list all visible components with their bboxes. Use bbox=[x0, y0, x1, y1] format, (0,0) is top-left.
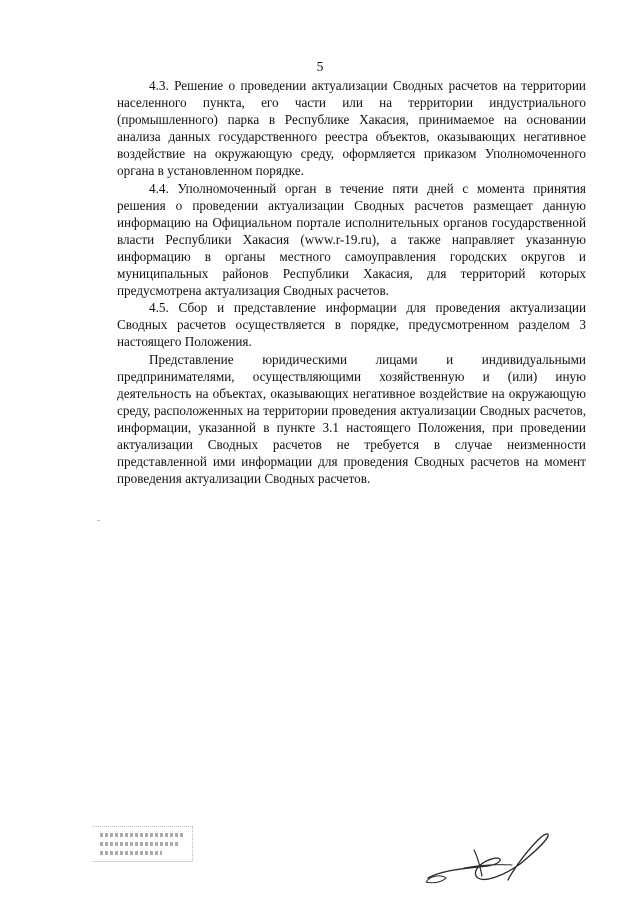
page-number: 5 bbox=[316, 59, 324, 74]
margin-mark bbox=[97, 520, 100, 521]
document-body bbox=[117, 77, 586, 487]
paragraph-representation: Представление юридическими лицами и индивидуальными предпринимателями, осуществляющими хозяйственную и (или) иную деятельность на объектах, оказывающих негативное воздействие на окружающую среду, расположенных на территории проведения актуализации Сводных расчетов, информации, указанной в пункте 3.1 настоящего Положения, при проведении актуализации Сводных расчетов не требуется в случае неизменности представленной ими информации для проведения Сводных расчетов на момент проведения актуализации Сводных расчетов. bbox=[117, 351, 586, 487]
faded-stamp bbox=[92, 826, 193, 862]
signature bbox=[420, 828, 555, 888]
paragraph-4-4: 4.4. Уполномоченный орган в течение пяти дней с момента принятия решения о проведении актуализации Сводных расчетов размещает данную информацию на Официальном портале исполнительных органов государственной власти Республики Хакасия (www.r-19.ru), а также направляет указанную информацию в органы местного самоуправления городских округов и муниципальных районов Республики Хакасия, для территорий которых предусмотрена актуализация Сводных расчетов. bbox=[117, 180, 586, 299]
paragraph-4-5: 4.5. Сбор и представление информации для проведения актуализации Сводных расчетов осуществляется в порядке, предусмотренном разделом 3 настоящего Положения. bbox=[117, 300, 586, 350]
paragraph-4-3: 4.3. Решение о проведении актуализации Сводных расчетов на территории населенного пункта, его части или на территории индустриального (промышленного) парка в Республике Хакасия, принимаемое на основании анализа данных государственного реестра объектов, оказывающих негативное воздействие на окружающую среду, оформляется приказом Уполномоченного органа в установленном порядке. bbox=[117, 78, 586, 179]
